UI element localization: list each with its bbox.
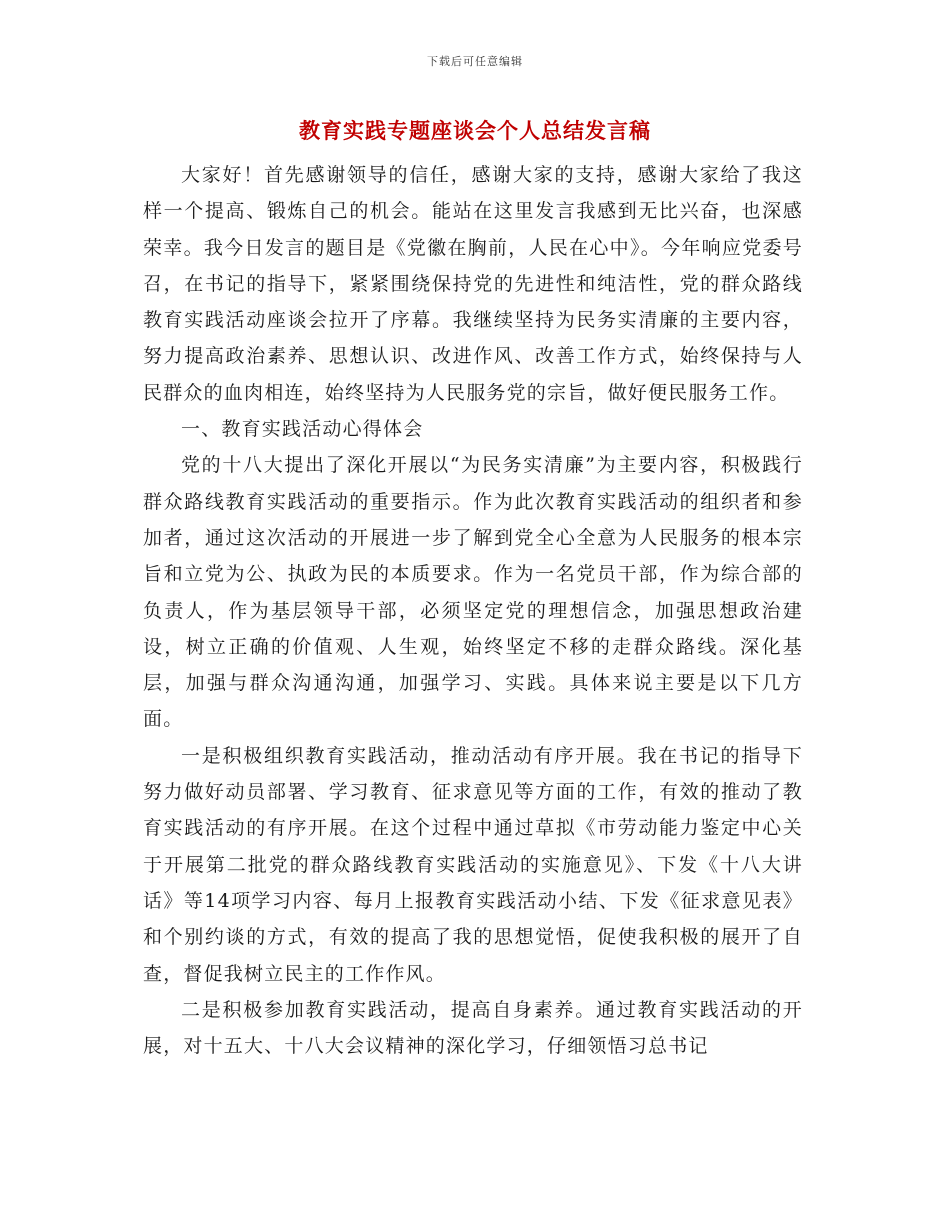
paragraph-point-2: 二是积极参加教育实践活动，提高自身素养。通过教育实践活动的开展，对十五大、十八大会议精神的深化学习，仔细领悟习总书记 — [143, 998, 803, 1058]
section-heading: 一、教育实践活动心得体会 — [181, 418, 424, 441]
paragraph-section-1: 党的十八大提出了深化开展以“为民务实清廉”为主要内容，积极践行群众路线教育实践活动的重要指示。作为此次教育实践活动的组织者和参加者，通过这次活动的开展进一步了解到党全心全意为人民服务的根本宗旨和立党为公、执政为民的本质要求。作为一名党员干部，作为综合部的负责人，作为基层领导干部，必须坚定党的理想信念，加强思想政治建设，树立正确的价值观、人生观，始终坚定不移的走群众路线。深化基层，加强与群众沟通沟通，加强学习、实践。具体来说主要是以下几方面。 — [143, 454, 803, 731]
document-title: 教育实践专题座谈会个人总结发言稿 — [299, 118, 651, 143]
document-body — [143, 157, 803, 1064]
paragraph-point-1: 一是积极组织教育实践活动，推动活动有序开展。我在书记的指导下努力做好动员部署、学习教育、征求意见等方面的工作，有效的推动了教育实践活动的有序开展。在这个过程中通过草拟《市劳动能力鉴定中心关于开展第二批党的群众路线教育实践活动的实施意见》、下发《十八大讲话》等14项学习内容、每月上报教育实践活动小结、下发《征求意见表》和个别约谈的方式，有效的提高了我的思想觉悟，促使我积极的展开了自查，督促我树立民主的工作作风。 — [143, 744, 803, 985]
paragraph-intro: 大家好！首先感谢领导的信任，感谢大家的支持，感谢大家给了我这样一个提高、锻炼自己的机会。能站在这里发言我感到无比兴奋，也深感荣幸。我今日发言的题目是《党徽在胸前，人民在心中》。今年响应党委号召，在书记的指导下，紧紧围绕保持党的先进性和纯洁性，党的群众路线教育实践活动座谈会拉开了序幕。我继续坚持为民务实清廉的主要内容，努力提高政治素养、思想认识、改进作风、改善工作方式，始终保持与人民群众的血肉相连，始终坚持为人民服务党的宗旨，做好便民服务工作。 — [143, 164, 803, 404]
header-note: 下载后可任意编辑 — [427, 55, 523, 68]
